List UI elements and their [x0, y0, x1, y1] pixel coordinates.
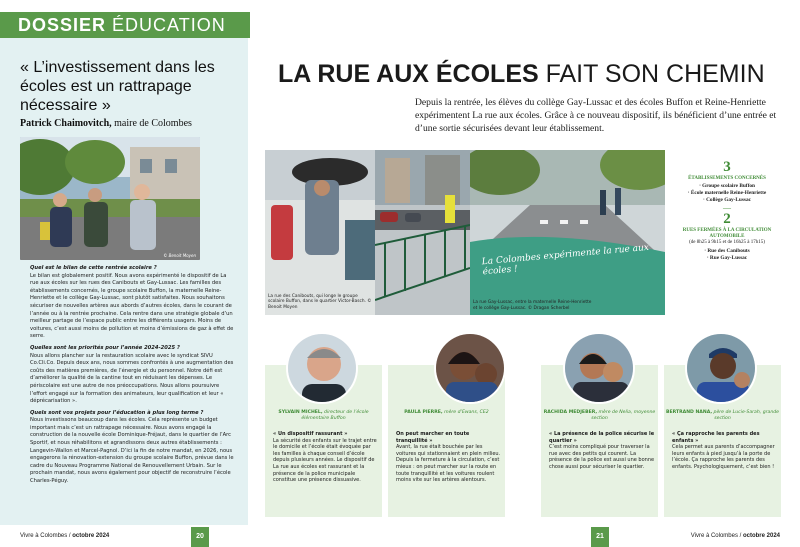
banner-text: La Colombes expérimente la rue aux écoles !: [481, 242, 650, 278]
photo-gay-lussac-image: [470, 150, 665, 315]
mayor-photo: [20, 137, 200, 260]
stat-streets-number: 2: [723, 211, 731, 227]
stat-school-item: · Groupe scolaire Buffon: [699, 183, 755, 189]
footer-issue: octobre 2024: [70, 533, 110, 539]
stat-streets-list: [668, 248, 786, 262]
interview-answer: Le bilan est globalement positif. Nous avons expérimenté le dispositif de La rue aux écoles sur les rues des Canibouts et Gay-Lussac. Les familles des établissements concernés, le groupe scolaire Buffon, la maternelle Reine-Henriette et le collège Gay-Lussac, sont plutôt satisfaites. Nous souhaitons sécuriser de nouvelles artères aux abords d’autres écoles, dans le courant de l’année ou à la rentrée prochaine. Cela rentre dans une stratégie globale d’un meilleur partage de l’espace public entre les différents usagers. Moins de voitures, c’est aussi moins de pollution et moins d’émissions de gaz à effet de serre.: [30, 272, 234, 340]
testimonial-author: [541, 410, 658, 422]
stat-schools-label: ÉTABLISSEMENTS CONCERNÉS: [688, 176, 766, 181]
photo-gay-lussac-caption: La rue Gay-Lussac, entre la maternelle Reine-Henriette et le collège Gay-Lussac. © Dragan Scherbel: [473, 300, 592, 311]
testimonial-body: C’est moins compliqué pour traverser la rue avec des petits qui courent. La présence de la police est aussi une bonne chose aussi pour sécuriser le quartier.: [549, 444, 655, 470]
testimonial-text: [549, 431, 655, 471]
stat-schools-number: 3: [723, 159, 731, 175]
dossier-label: DOSSIER: [18, 14, 107, 35]
author-name: Patrick Chaimovitch,: [20, 118, 112, 129]
testimonial-role: directeur de l’école élémentaire Buffon: [301, 410, 369, 421]
footer-issue: octobre 2024: [741, 533, 780, 539]
stat-streets-hours: (de 8h25 à 9h15 et de 16h25 à 17h15): [689, 240, 765, 245]
footer-right: [691, 533, 780, 539]
title-bold: LA RUE AUX ÉCOLES: [278, 60, 539, 88]
title-light: FAIT SON CHEMIN: [538, 60, 765, 88]
testimonial-name: RACHIDA MEDJEBER,: [543, 410, 598, 415]
testimonial-name: SYLVAIN MICHEL,: [278, 410, 323, 415]
testimonial-body: Cela permet aux parents d’accompagner leurs enfants à pied jusqu’à la porte de l’école. Ça rapproche les parents des enfants. Psychologiquement, c’est bien !: [672, 444, 775, 470]
page-number-right: 21: [591, 527, 609, 547]
avatar-paula-pierre: [434, 332, 506, 404]
interview-body: [30, 265, 235, 486]
avatar-sylvain-michel: [286, 332, 358, 404]
avatar-bertrand-nana: [685, 332, 757, 404]
photo-street-fence-image: [375, 150, 470, 315]
testimonial-body: Avant, la rue était bouchée par les voitures qui stationnaient en plein milieu. Depuis la fermeture à la circulation, c’est mieux : on peut marcher sur la route en toute tranquillité et les voitures roulent moins vite sur les artères alentours.: [396, 444, 501, 484]
mayor-photo-image: [20, 137, 200, 260]
interview-question: Quelles sont les priorités pour l’année 2024-2025 ?: [30, 344, 180, 351]
testimonial-role: mère de Nelia, moyenne section: [591, 410, 656, 421]
interview-question: Quel est le bilan de cette rentrée scolaire ?: [30, 265, 157, 271]
photo-gay-lussac: [470, 150, 665, 315]
stat-divider: —: [723, 203, 731, 212]
stat-street-item: · Rue des Canibouts: [704, 247, 750, 254]
photo-canibouts-caption: La rue des Canibouts, qui longe le groupe scolaire Buffon, dans le quartier Victor-Basch. © Benoit Moyen: [268, 293, 372, 310]
photo-street-fence: [375, 150, 470, 315]
footer-left: [20, 533, 109, 539]
stats-box: [668, 160, 786, 262]
testimonial-text: [396, 431, 502, 484]
section-label: ÉDUCATION: [112, 14, 226, 35]
testimonial-quote: On peut marcher en toute tranquillité »: [396, 431, 470, 444]
avatar-rachida-medjeber: [563, 332, 635, 404]
article-title: [278, 60, 765, 88]
testimonial-author: [664, 410, 781, 422]
interview-question: Quels sont vos projets pour l’éducation à plus long terme ?: [30, 409, 204, 416]
interview-author: [20, 118, 240, 129]
footer-mag-name: Vivre à Colombes /: [20, 533, 71, 539]
photo-canibouts-image: [265, 150, 375, 315]
interview-answer: Nous allons plancher sur la restauration scolaire avec le syndicat SIVU Co.Cli.Co. Depuis deux ans, nous sommes confrontés à une augmentation des coûts des matières premières, de l’énergie et du personnel. Notre défi est d’améliorer la qualité de la cantine tout en réduisant les dépenses. Le périscolaire est une autre de nos préoccupations. Nous allons poursuivre l’effort engagé sur la formation des animateurs, leur qualification et leur « déprécarisation ».: [30, 352, 234, 405]
interview-title: « L’investissement dans les écoles est un rattrapage nécessaire »: [20, 59, 215, 114]
author-role: maire de Colombes: [111, 118, 192, 129]
testimonial-text: [273, 431, 379, 484]
article-intro: Depuis la rentrée, les élèves du collège Gay-Lussac et des écoles Buffon et Reine-Henriette expérimentent La rue aux écoles. Grâce à ce nouveau dispositif, ils bénéficient d’une entrée et d’une sortie sécurisées devant leur établissement.: [415, 97, 777, 134]
testimonial-role: père de Lucie-Sarah, grande section: [712, 410, 779, 421]
testimonial-quote: « La présence de la police sécurise le quartier »: [549, 431, 655, 444]
testimonial-body: La sécurité des enfants sur le trajet entre le domicile et l’école était évoquée par les familles à chaque conseil d’école depuis plusieurs années. Le dispositif de La rue aux écoles est rassurant et la présence de la police municipale constitue une présence dissuasive.: [273, 437, 377, 484]
interview-answer: Nous investissons beaucoup dans les écoles. Cela représente un budget important mais c’est un rattrapage nécessaire. Nous avons engagé la construction de la nouvelle école Dominique-Fréjaut, dans le quartier de l’Arc Sportif, et nous réhabilitons et agrandissons deux autres établissements : Langevin-Wallon et Marcel-Pagnol. D’ici la fin de notre mandat, en 2026, nous engagerons la rénovation-extension du groupe scolaire Buffon, prévue dans le cadre du Nouveau Programme National de Renouvellement Urbain. Sur le prochain mandat, nous avons également pour objectif de reconstruire l’école Charles-Péguy.: [30, 417, 234, 485]
testimonial-role: mère d’Ewans, CE2: [442, 410, 489, 415]
testimonial-author: [388, 410, 505, 416]
footer-mag-name: Vivre à Colombes /: [690, 533, 742, 539]
testimonial-quote: « Ça rapproche les parents des enfants »: [672, 431, 760, 444]
testimonial-name: BERTRAND NANA,: [666, 410, 713, 415]
stat-streets-label: RUES FERMÉES À LA CIRCULATION AUTOMOBILE: [682, 228, 772, 239]
photo-credit: © Benoit Moyen: [163, 253, 196, 258]
stat-school-item: · École maternelle Reine-Henriette: [687, 190, 767, 196]
testimonial-author: [265, 410, 382, 422]
testimonial-name: PAULA PIERRE,: [404, 410, 443, 415]
testimonial-text: [672, 431, 778, 471]
page-footer: [0, 527, 800, 547]
dossier-header: [0, 12, 250, 38]
stat-street-item: · Rue Gay-Lussac: [706, 254, 748, 261]
page-number-left: 20: [191, 527, 209, 547]
stat-school-item: · Collège Gay-Lussac: [703, 197, 751, 203]
testimonial-quote: « Un dispositif rassurant »: [273, 431, 348, 437]
photo-canibouts: [265, 150, 375, 315]
stat-schools-list: [668, 183, 786, 204]
